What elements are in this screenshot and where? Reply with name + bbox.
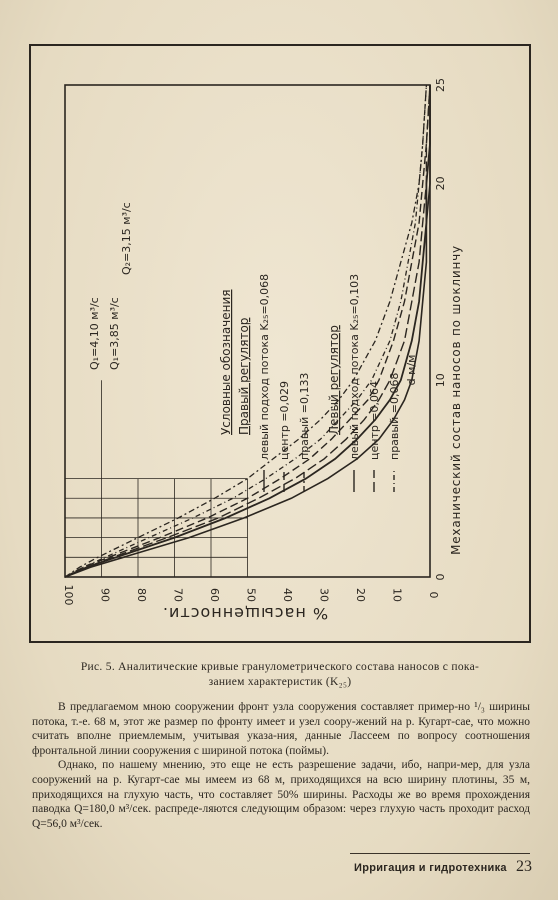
legend-left-title: Левый регулятор [327, 325, 341, 435]
y-axis-label: % насыщенности. [161, 604, 329, 623]
legend-item: левый подход потока K₂₅=0,103 [348, 273, 361, 460]
paragraph-1: В предлагаемом мною сооружении фронт узла сооружения составляет пример-но ¹/₃ ширины потока, т.-е. 68 м, этот же размер по фронту имеет и узел соору-жений на р. Кугарт-сае, что можно считать вполне приемлемым, учитывая указа-ния, данные Лассеем по вопросу соотношения фронтальной линии сооружения с шириной потока (поймы). [32, 701, 530, 757]
annotation: Q₂=3,15 м³/с [120, 202, 133, 275]
y-tick-label: 0 [427, 591, 440, 599]
x-tick-label: 10 [434, 373, 447, 388]
granulometric-chart [20, 40, 540, 650]
journal-title: Ирригация и гидротехника [354, 862, 507, 874]
legend-item: правый =0,133 [298, 372, 311, 460]
legend-title: Условные обозначения [219, 289, 233, 435]
x-side-label: Механический состав наносов по шоклинчу [449, 245, 463, 555]
page-number: 23 [516, 858, 532, 875]
y-tick-label: 100 [62, 584, 75, 606]
figure-caption [32, 660, 528, 690]
y-tick-label: 70 [171, 588, 185, 602]
legend-item: правый =0,068 [388, 372, 401, 460]
legend-item: центр =0,064 [368, 380, 381, 460]
body-text [32, 700, 530, 831]
y-tick-label: 30 [317, 588, 331, 602]
y-tick-label: 20 [354, 588, 367, 602]
annotation: Q₁=4,10 м³/с [88, 297, 101, 370]
y-tick-label: 80 [135, 588, 148, 602]
x-axis-label: d м/м [405, 354, 418, 386]
x-tick-label: 25 [434, 78, 447, 92]
y-tick-label: 50 [244, 588, 258, 602]
legend-item: центр =0,029 [278, 380, 291, 460]
y-tick-label: 10 [390, 588, 404, 602]
y-tick-label: 60 [208, 588, 221, 602]
legend-item: левый подход потока K₂₅=0,068 [258, 273, 271, 460]
x-tick-label: 0 [434, 573, 447, 581]
caption-line-2: занием характеристик (K₂₅) [208, 676, 352, 688]
footer-rule [350, 853, 530, 854]
legend-right-title: Правый регулятор [237, 317, 251, 435]
page-footer [350, 858, 540, 878]
paragraph-2: Однако, по нашему мнению, это еще не есть разрешение задачи, ибо, напри-мер, для узла сооружений на р. Кугарт-сае мы имеем из 68 м, приходящихся на всю ширину плотины, 35 м, приходящихся на глухую часть, что составляет 50% ширины. Расходы же во время прохождения паводка Q=180,0 м³/сек. распреде-ляются следующим образом: через глухую часть проходит расход Q=56,0 м³/сек. [32, 759, 530, 830]
caption-line-1: Рис. 5. Аналитические кривые гранулометрического состава наносов с пока- [80, 661, 480, 673]
y-tick-label: 90 [98, 588, 112, 602]
legend [219, 274, 401, 492]
x-tick-label: 20 [434, 176, 447, 191]
y-tick-label: 40 [281, 588, 294, 602]
annotation: Q₁=3,85 м³/с [108, 297, 121, 370]
